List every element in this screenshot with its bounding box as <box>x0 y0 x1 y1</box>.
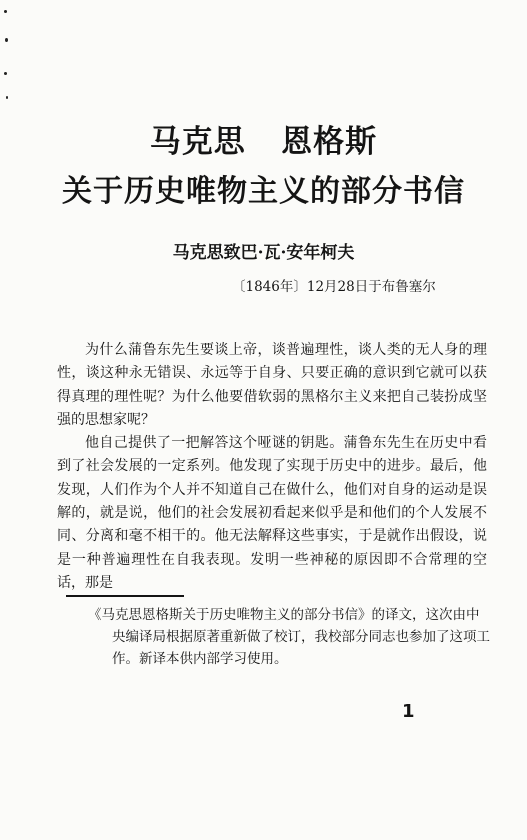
letter-heading: 马克思致巴·瓦·安年柯夫 <box>172 243 355 263</box>
page-number: 1 <box>402 701 415 722</box>
letter-dateline: 〔1846年〕12月28日于布鲁塞尔 <box>232 279 436 295</box>
letter-body <box>57 339 487 595</box>
scan-speck <box>4 72 7 75</box>
scan-speck <box>5 38 8 42</box>
footnote: 《马克思恩格斯关于历史唯物主义的部分书信》的译文，这次由中央编译局根据原著重新做了校订，我校部分同志也参加了这项工作。新译本供内部学习使用。 <box>88 607 490 667</box>
authors-heading: 马克思 恩格斯 <box>149 124 378 160</box>
scan-speck <box>6 96 8 99</box>
document-title: 关于历史唯物主义的部分书信 <box>62 174 465 209</box>
footnote-divider <box>66 595 184 597</box>
body-paragraph-1: 为什么蒲鲁东先生要谈上帝，谈普遍理性，谈人类的无人身的理性，谈这种永无错误、永远等于自身、只要正确的意识到它就可以获得真理的理性呢？为什么他要借软弱的黑格尔主义来把自己装扮成坚强的思想家呢？ <box>57 342 487 428</box>
body-paragraph-2: 他自己提供了一把解答这个哑谜的钥匙。蒲鲁东先生在历史中看到了社会发展的一定系列。他发现了实现于历史中的进步。最后，他发现，人们作为个人并不知道自己在做什么，他们对自身的运动是误解的，就是说，他们的社会发展初看起来似乎是和他们的个人发展不同、分离和毫不相干的。他无法解释这些事实，于是就作出假设，说是一种普遍理性在自我表现。发明一些神秘的原因即不合常理的空话，那是 <box>57 435 487 591</box>
scan-speck <box>4 10 7 13</box>
